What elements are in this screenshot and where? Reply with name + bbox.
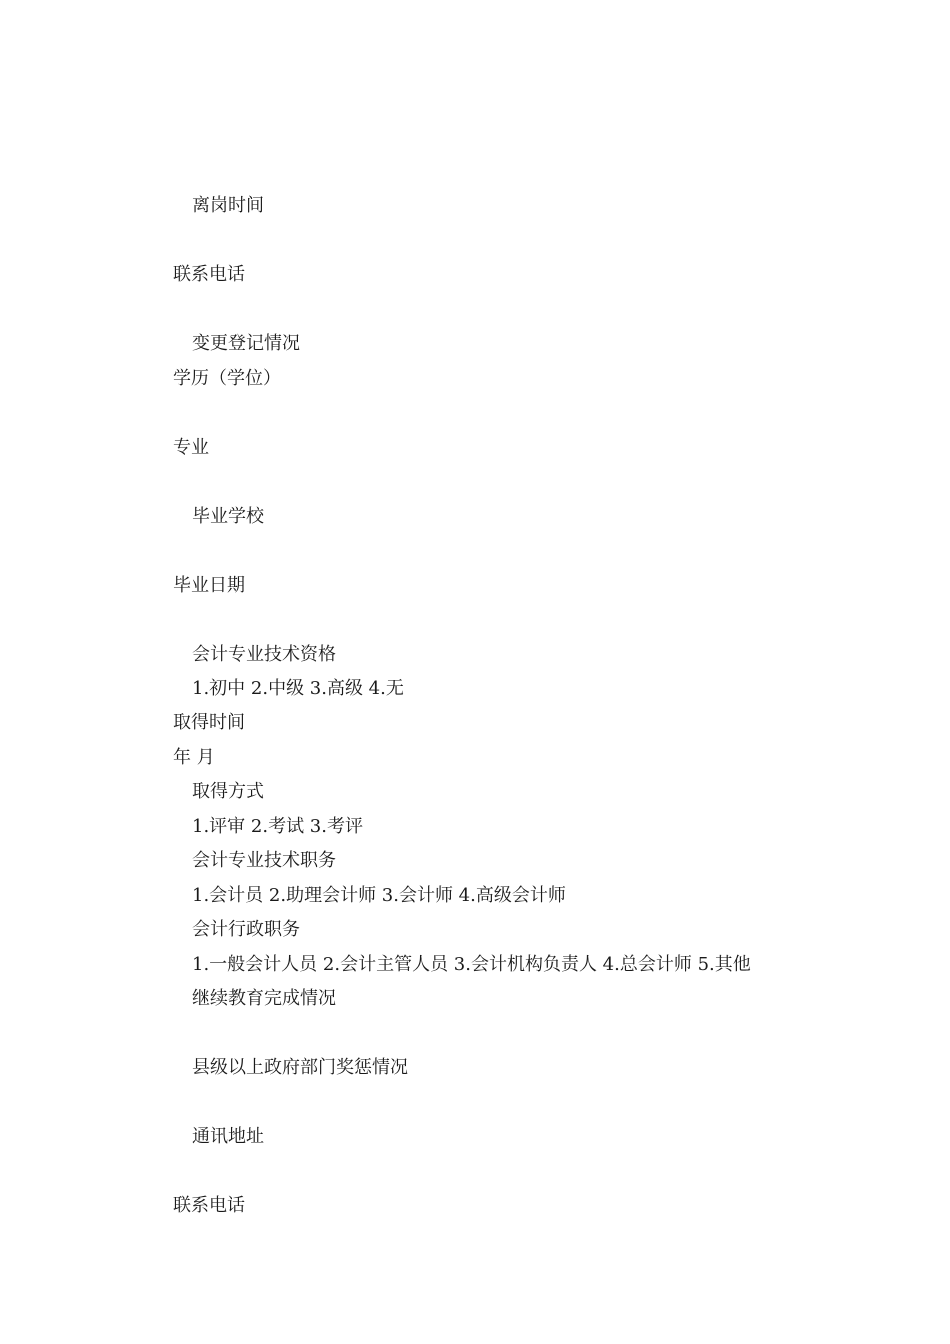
field-major: 专业 <box>173 437 209 458</box>
administrative-position-options: 1.一般会计人员 2.会计主管人员 3.会计机构负责人 4.总会计师 5.其他 <box>192 954 751 975</box>
field-awards-penalties: 县级以上政府部门奖惩情况 <box>192 1057 408 1078</box>
field-contact-phone-2: 联系电话 <box>173 1195 245 1216</box>
obtain-method-options: 1.评审 2.考试 3.考评 <box>192 816 363 837</box>
field-contact-phone: 联系电话 <box>173 264 245 285</box>
technical-position-options: 1.会计员 2.助理会计师 3.会计师 4.高级会计师 <box>192 885 566 906</box>
field-education-degree: 学历（学位） <box>173 368 281 389</box>
year-month-label: 年 月 <box>173 747 215 768</box>
field-administrative-position: 会计行政职务 <box>192 919 300 940</box>
field-graduation-date: 毕业日期 <box>173 575 245 596</box>
field-change-registration: 变更登记情况 <box>192 333 300 354</box>
field-mailing-address: 通讯地址 <box>192 1126 264 1147</box>
field-accounting-qualification: 会计专业技术资格 <box>192 644 336 665</box>
qualification-options: 1.初中 2.中级 3.高级 4.无 <box>192 678 404 699</box>
field-graduation-school: 毕业学校 <box>192 506 264 527</box>
field-obtained-time: 取得时间 <box>173 712 245 733</box>
field-obtain-method: 取得方式 <box>192 781 264 802</box>
field-continuing-education: 继续教育完成情况 <box>192 988 336 1009</box>
field-technical-position: 会计专业技术职务 <box>192 850 336 871</box>
field-leave-date: 离岗时间 <box>192 195 264 216</box>
